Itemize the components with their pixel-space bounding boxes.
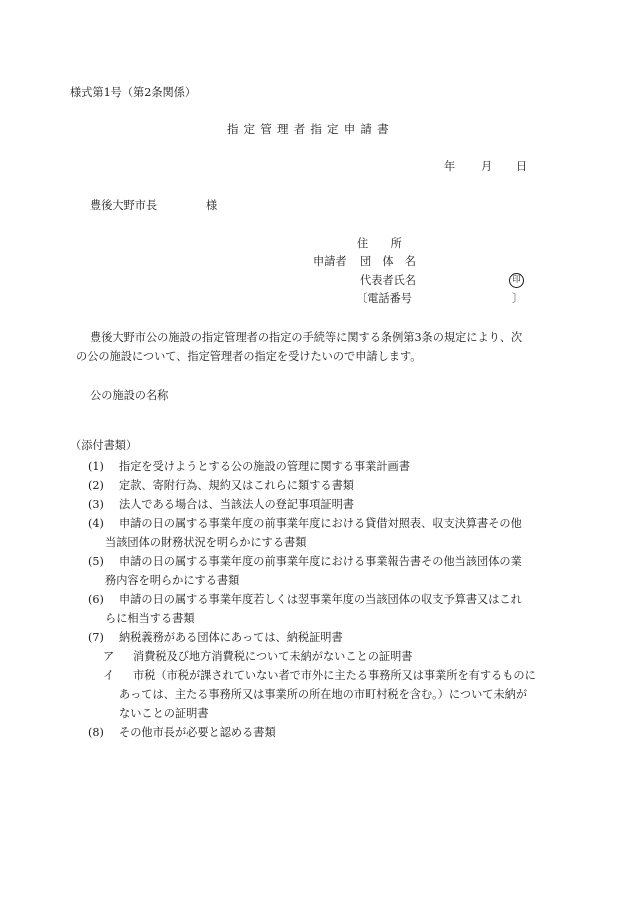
attachments-heading-row <box>70 440 570 461</box>
item-text: 申請の日の属する事業年度の前事業年度における貸借対照表、収支決算書その他 <box>119 517 522 530</box>
attachment-item-6-cont <box>70 613 570 632</box>
attachment-item-7 <box>70 632 570 651</box>
organization-label: 団 体 名 <box>360 255 416 268</box>
item-text: 当該団体の財務状況を明らかにする書類 <box>105 536 307 549</box>
body-line-1: 豊後大野市公の施設の指定管理者の指定の手続等に関する条例第3条の規定により、次 <box>90 331 523 344</box>
attachment-sub-item-i <box>70 670 570 689</box>
item-number: (4) <box>88 517 104 530</box>
item-text: その他市長が必要と認める書類 <box>119 726 276 739</box>
item-number: (7) <box>88 631 104 644</box>
item-text: 定款、寄附行為、規約又はこれらに類する書類 <box>119 479 354 492</box>
addressee-name: 豊後大野市長 <box>90 199 158 212</box>
sub-item-marker: イ <box>103 669 115 682</box>
item-number: (6) <box>88 593 104 606</box>
body-line-2: の公の施設について、指定管理者の指定を受けたいので申請します。 <box>76 350 422 363</box>
item-number: (8) <box>88 726 104 739</box>
phone-label: 〔電話番号 <box>356 292 412 305</box>
attachment-item-5 <box>70 556 570 575</box>
attachment-item-4 <box>70 518 570 537</box>
item-text: あっては、主たる事務所又は事業所の所在地の市町村税を含む。）について未納が <box>119 688 528 701</box>
item-text: 消費税及び地方消費税について未納がないことの証明書 <box>133 650 413 663</box>
attachment-item-6 <box>70 594 570 613</box>
item-number: (2) <box>88 479 104 492</box>
item-text: ないことの証明書 <box>119 707 209 720</box>
attachments-list <box>70 440 570 746</box>
item-text: 市税（市税が課されていない者で市外に主たる事務所又は事業所を有するものに <box>133 669 536 682</box>
form-id: 様式第1号（第2条関係） <box>70 86 197 99</box>
applicant-label: 申請者 <box>313 255 347 268</box>
item-number: (1) <box>88 460 104 473</box>
item-text: 申請の日の属する事業年度若しくは翌事業年度の当該団体の収支予算書又はこれ <box>119 593 522 606</box>
attachment-item-1 <box>70 461 570 480</box>
seal-text: 印 <box>509 273 524 288</box>
item-text: 法人である場合は、当該法人の登記事項証明書 <box>119 498 354 511</box>
addressee-honorific: 様 <box>206 199 218 212</box>
attachment-sub-item-i-cont-1 <box>70 689 570 708</box>
date-year: 年 <box>444 160 456 173</box>
attachment-item-5-cont <box>70 575 570 594</box>
item-text: 務内容を明らかにする書類 <box>105 574 240 587</box>
attachment-item-3 <box>70 499 570 518</box>
attachment-sub-item-i-cont-2 <box>70 708 570 727</box>
item-text: らに相当する書類 <box>105 612 195 625</box>
date-month: 月 <box>481 160 493 173</box>
item-number: (3) <box>88 498 104 511</box>
item-text: 指定を受けようとする公の施設の管理に関する事業計画書 <box>119 460 410 473</box>
phone-bracket-close: 〕 <box>512 292 524 305</box>
address-label: 住 所 <box>357 237 402 250</box>
attachment-item-4-cont <box>70 537 570 556</box>
date-day: 日 <box>516 160 528 173</box>
attachments-heading: （添付書類） <box>70 439 138 452</box>
item-text: 納税義務がある団体にあっては、納税証明書 <box>119 631 343 644</box>
attachment-item-8 <box>70 727 570 746</box>
facility-name-label: 公の施設の名称 <box>90 389 169 402</box>
representative-label: 代表者氏名 <box>360 274 416 287</box>
attachment-item-2 <box>70 480 570 499</box>
sub-item-marker: ア <box>103 650 115 663</box>
item-number: (5) <box>88 555 104 568</box>
attachment-sub-item-a <box>70 651 570 670</box>
seal-mark <box>509 273 524 288</box>
item-text: 申請の日の属する事業年度の前事業年度における事業報告書その他当該団体の業 <box>119 555 522 568</box>
form-title: 指定管理者指定申請書 <box>227 122 394 136</box>
